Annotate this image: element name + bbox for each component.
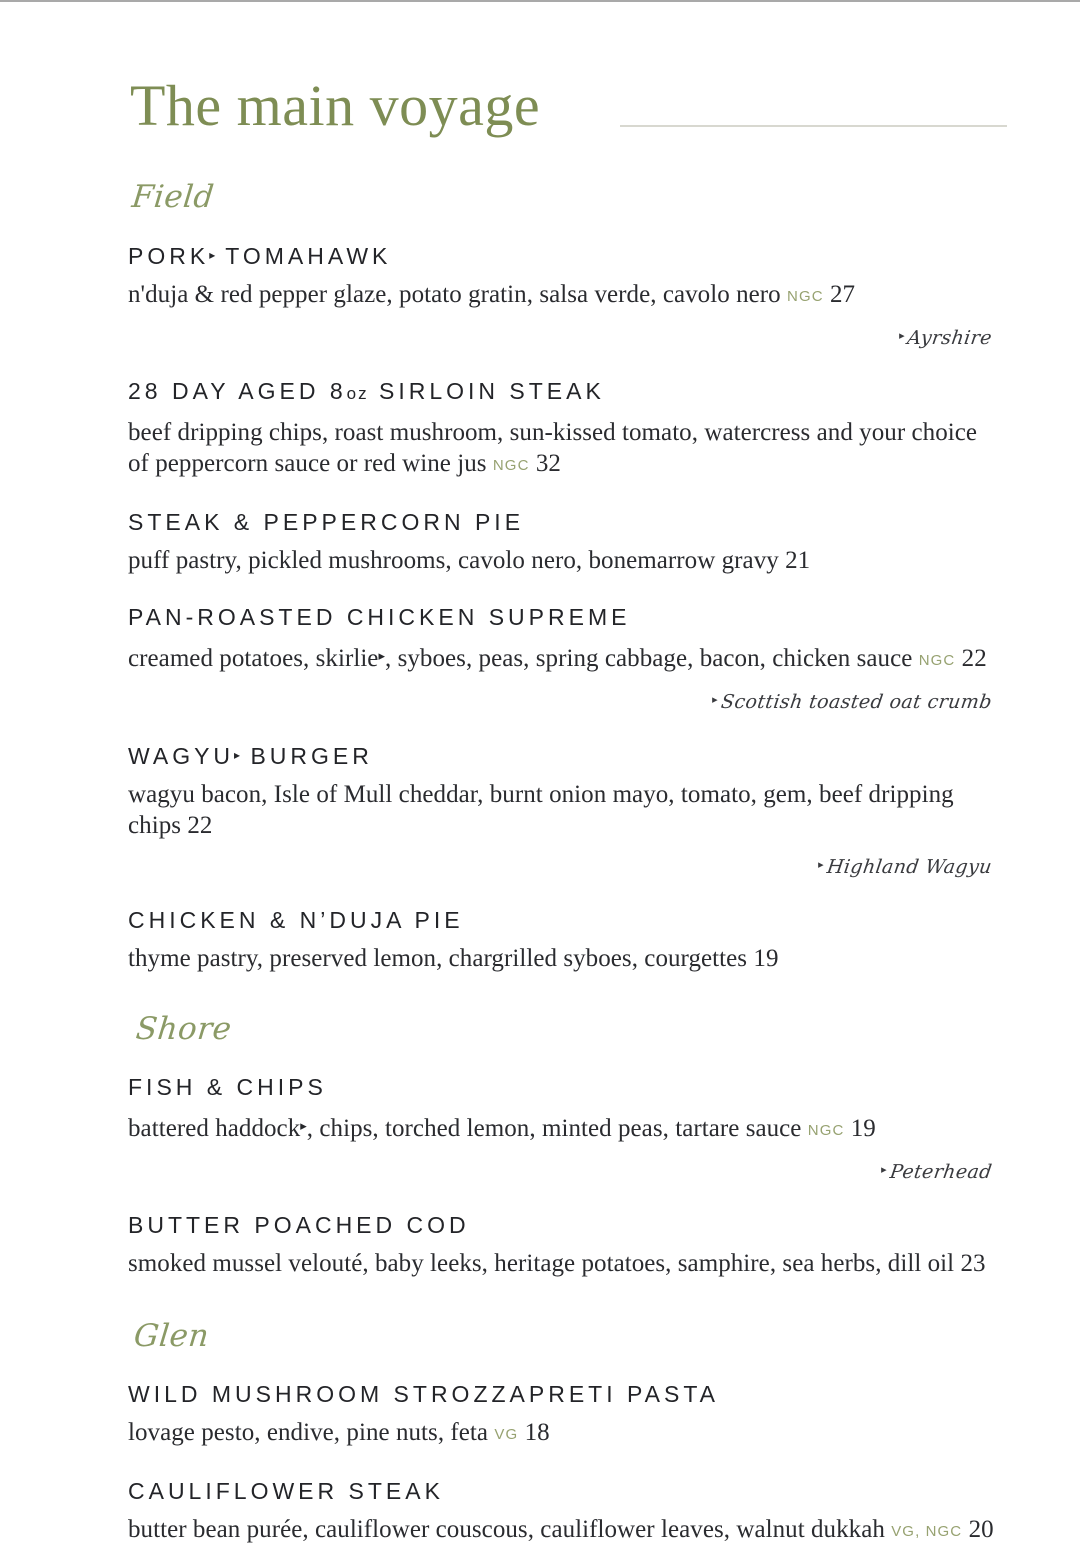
footnote-marker-icon: ▸ <box>712 693 719 706</box>
dish-footnote <box>126 688 1002 714</box>
dish-description-text: wagyu bacon, Isle of Mull cheddar, burnt onion mayo, tomato, gem, beef dripping chips <box>128 781 954 839</box>
dish-description-text: puff pastry, pickled mushrooms, cavolo nero, bonemarrow gravy <box>128 547 779 574</box>
dish-title: FISH & CHIPS <box>128 1074 327 1100</box>
dish-price: 21 <box>785 547 811 574</box>
dish-description <box>128 545 1000 576</box>
section-heading-field: Field <box>130 179 216 215</box>
dietary-tag: NGC <box>918 652 956 669</box>
dish-price: 23 <box>960 1250 986 1277</box>
dish-description-text: n'duja & red pepper glaze, potato gratin, salsa verde, cavolo nero <box>128 281 781 308</box>
dish-price: 32 <box>535 450 561 477</box>
dish-description <box>128 1248 1000 1279</box>
dish-description-text: beef dripping chips, roast mushroom, sun-kissed tomato, watercress and your choice of peppercorn sauce or red wine jus <box>128 419 978 477</box>
footnote-marker-icon: ▸ <box>881 1163 888 1176</box>
dish-description-text: lovage pesto, endive, pine nuts, feta <box>128 1419 489 1446</box>
dish-title-text-cont: TOMAHAWK <box>225 243 392 269</box>
menu-item-sirloin-steak <box>128 376 1000 481</box>
dish-title-text: WAGYU <box>128 743 235 769</box>
dish-description-text: creamed potatoes, skirlie <box>128 645 379 672</box>
dish-description-text: butter bean purée, cauliflower couscous, cauliflower leaves, walnut dukkah <box>128 1516 885 1543</box>
dish-title-text: 28 DAY AGED 8 <box>128 378 347 404</box>
menu-item-fish-and-chips <box>128 1072 1000 1184</box>
menu-item-chicken-nduja-pie <box>128 905 1000 974</box>
dish-title: PAN-ROASTED CHICKEN SUPREME <box>128 604 631 630</box>
menu-header <box>128 73 1000 176</box>
footnote-text: Scottish toasted oat crumb <box>719 691 994 713</box>
dish-description <box>128 1110 1000 1146</box>
dietary-tag: NGC <box>787 288 824 305</box>
dish-title: CAULIFLOWER STEAK <box>128 1478 444 1504</box>
footnote-marker-icon: ▸ <box>898 329 905 342</box>
menu-item-wagyu-burger <box>128 740 1000 879</box>
dish-title-unit: oz <box>346 384 369 403</box>
page-title: The main voyage <box>130 73 541 138</box>
dietary-tag: VG <box>494 1426 519 1443</box>
dish-price: 27 <box>829 281 856 308</box>
dish-description-text-cont: , chips, torched lemon, minted peas, tartare sauce <box>306 1115 802 1142</box>
dietary-tag: NGC <box>492 457 530 474</box>
menu-item-steak-peppercorn-pie <box>128 507 1000 576</box>
menu-item-pork-tomahawk <box>128 240 1000 350</box>
footnote-marker-icon: ▸ <box>234 748 241 762</box>
dish-description <box>128 779 1000 841</box>
footnote-text: Ayrshire <box>905 327 994 349</box>
dish-price: 18 <box>524 1419 550 1446</box>
section-heading-glen: Glen <box>132 1318 211 1354</box>
dish-price: 19 <box>850 1115 876 1142</box>
dish-description-text: battered haddock <box>128 1115 301 1142</box>
menu-item-pan-roasted-chicken-supreme <box>128 602 1000 714</box>
dish-title: BUTTER POACHED COD <box>128 1212 470 1238</box>
dish-description <box>128 417 1000 481</box>
footnote-text: Peterhead <box>888 1161 994 1183</box>
footnote-marker-icon: ▸ <box>818 858 825 871</box>
dish-description <box>128 1514 1000 1547</box>
dish-price: 22 <box>961 645 987 672</box>
dish-title <box>128 376 1000 409</box>
dish-description-text: smoked mussel velouté, baby leeks, heritage potatoes, samphire, sea herbs, dill oil <box>128 1250 955 1277</box>
dietary-tag: NGC <box>807 1122 845 1139</box>
menu-item-cauliflower-steak <box>128 1476 1000 1547</box>
dish-description <box>128 279 1000 312</box>
dish-title: WILD MUSHROOM STROZZAPRETI PASTA <box>128 1381 719 1407</box>
dish-price: 19 <box>753 945 779 972</box>
dish-title: STEAK & PEPPERCORN PIE <box>128 509 525 535</box>
dish-price: 20 <box>968 1516 994 1543</box>
dish-description <box>128 1417 1000 1450</box>
dish-footnote <box>126 324 1002 350</box>
dish-description-text: thyme pastry, preserved lemon, chargrilled syboes, courgettes <box>128 945 748 972</box>
dish-footnote <box>126 1158 1002 1184</box>
dish-title-text: PORK <box>128 243 210 269</box>
dish-price: 22 <box>187 812 213 839</box>
menu-item-butter-poached-cod <box>128 1210 1000 1279</box>
dish-footnote <box>126 853 1002 879</box>
dish-description <box>128 943 1000 974</box>
dish-title-text-cont: SIRLOIN STEAK <box>379 378 605 404</box>
dietary-tag: VG, NGC <box>891 1523 963 1540</box>
dish-description-text-cont: , syboes, peas, spring cabbage, bacon, chicken sauce <box>385 645 913 672</box>
footnote-marker-icon: ▸ <box>378 648 385 663</box>
footnote-marker-icon: ▸ <box>209 248 216 262</box>
menu-item-wild-mushroom-strozzapreti-pasta <box>128 1379 1000 1450</box>
dish-title-text-cont: BURGER <box>250 743 373 769</box>
dish-title <box>128 240 1000 271</box>
footnote-marker-icon: ▸ <box>300 1118 307 1133</box>
header-divider <box>620 125 1007 127</box>
menu-content <box>128 2 1000 1547</box>
dish-description <box>128 640 1000 676</box>
section-heading-shore: Shore <box>134 1011 234 1047</box>
footnote-text: Highland Wagyu <box>825 856 994 878</box>
dish-title: CHICKEN & N’DUJA PIE <box>128 907 464 933</box>
dish-title <box>128 740 1000 771</box>
